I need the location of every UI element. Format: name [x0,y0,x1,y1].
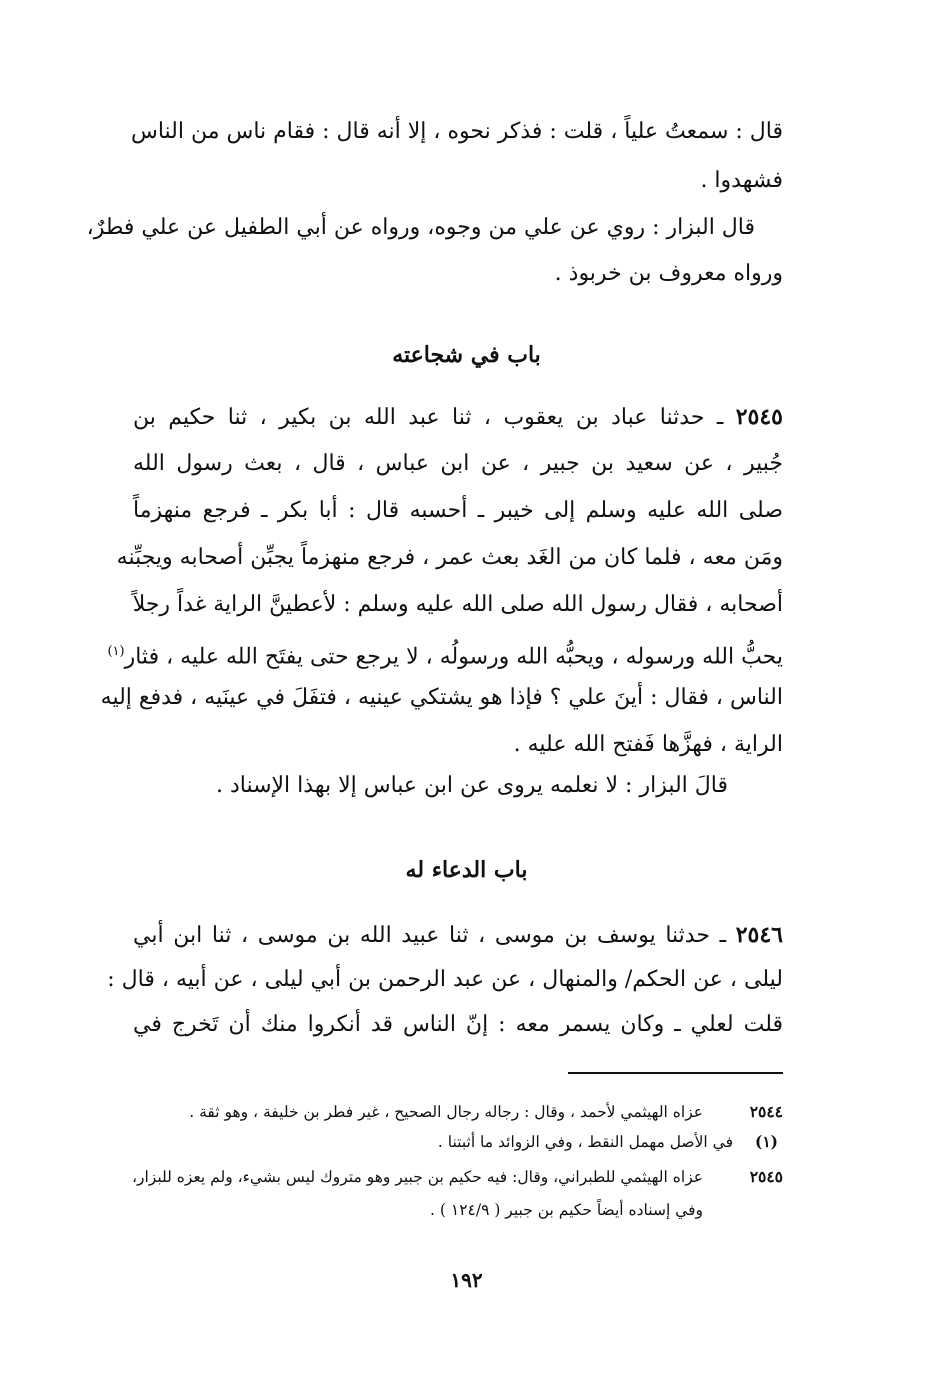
text-line: صلى الله عليه وسلم إلى خيبر ـ أحسبه قال : أبا بكر ـ فرجع منهزماً [133,498,783,523]
footnote-text: عزاه الهيثمي لأحمد ، وقال : رجاله رجال الصحيح ، غير فطر بن خليفة ، وهو ثقة . [189,1103,703,1121]
footnote-number: ٢٥٤٤ [749,1102,783,1121]
footnote-number: ٢٥٤٥ [749,1167,783,1186]
hadith-line-first [133,402,783,433]
hadith-number: ٢٥٤٥ [735,404,783,430]
footnote-text: عزاه الهيثمي للطبراني، وقال: فيه حكيم بن جبير وهو متروك ليس بشيء، ولم يعزه للبزار، [131,1168,703,1186]
footnote-divider [568,1072,783,1074]
hadith-text: يحبُّ الله ورسوله ، ويحبُّه الله ورسولُه ، لا يرجع حتى يفتَح الله عليه ، فثار [124,644,783,670]
section-heading: باب الدعاء له [405,857,528,883]
hadith-number: ٢٥٤٦ [735,922,783,948]
text-line: الناس ، فقال : أينَ علي ؟ فإذا هو يشتكي عينيه ، فتفَلَ في عينَيه ، فدفع إليه [100,685,783,710]
text-line: ورواه معروف بن خربوذ . [554,261,783,286]
footnote-text: في الأصل مهمل النقط ، وفي الزوائد ما أثبتنا . [437,1133,733,1151]
hadith-text: ـ حدثنا يوسف بن موسى ، ثنا عبيد الله بن موسى ، ثنا ابن أبي [133,923,727,948]
text-line: ليلى ، عن الحكم/ والمنهال ، عن عبد الرحمن بن أبي ليلى ، عن أبيه ، قال : [107,967,783,992]
text-line: جُبير ، عن سعيد بن جبير ، عن ابن عباس ، قال ، بعث رسول الله [133,451,783,476]
text-line: قالَ البزار : لا نعلمه يروى عن ابن عباس إلا بهذا الإسناد . [215,773,728,798]
text-line: الراية ، فهزَّها فَفتح الله عليه . [513,732,783,757]
footnote-text-continued: وفي إسناده أيضاً حكيم بن جبير ( ١٢٤/٩ ) . [430,1201,703,1219]
text-line: فشهدوا . [700,168,783,193]
hadith-line-first [133,920,783,951]
text-line: ومَن معه ، فلما كان من الغَد بعث عمر ، فرجع منهزماً يجبِّن أصحابه ويجبِّنه [116,545,783,570]
footnote-number: (١) [754,1132,778,1151]
section-heading: باب في شجاعته [392,342,541,368]
hadith-text: ـ حدثنا عباد بن يعقوب ، ثنا عبد الله بن بكير ، ثنا حكيم بن [133,405,724,430]
text-line-with-marker [107,637,783,672]
text-line: قال البزار : روي عن علي من وجوه، ورواه عن أبي الطفيل عن علي فطرٌ، [86,215,755,240]
page-number: ١٩٢ [450,1268,483,1292]
text-line: قلت لعلي ـ وكان يسمر معه : إنّ الناس قد أنكروا منك أن تَخرج في [133,1012,783,1037]
text-line: قال : سمعتُ علياً ، قلت : فذكر نحوه ، إلا أنه قال : فقام ناس من الناس [130,119,783,144]
footnote-marker: (١) [107,644,125,659]
text-line: أصحابه ، فقال رسول الله صلى الله عليه وسلم : لأعطينَّ الراية غداً رجلاً [132,592,783,617]
